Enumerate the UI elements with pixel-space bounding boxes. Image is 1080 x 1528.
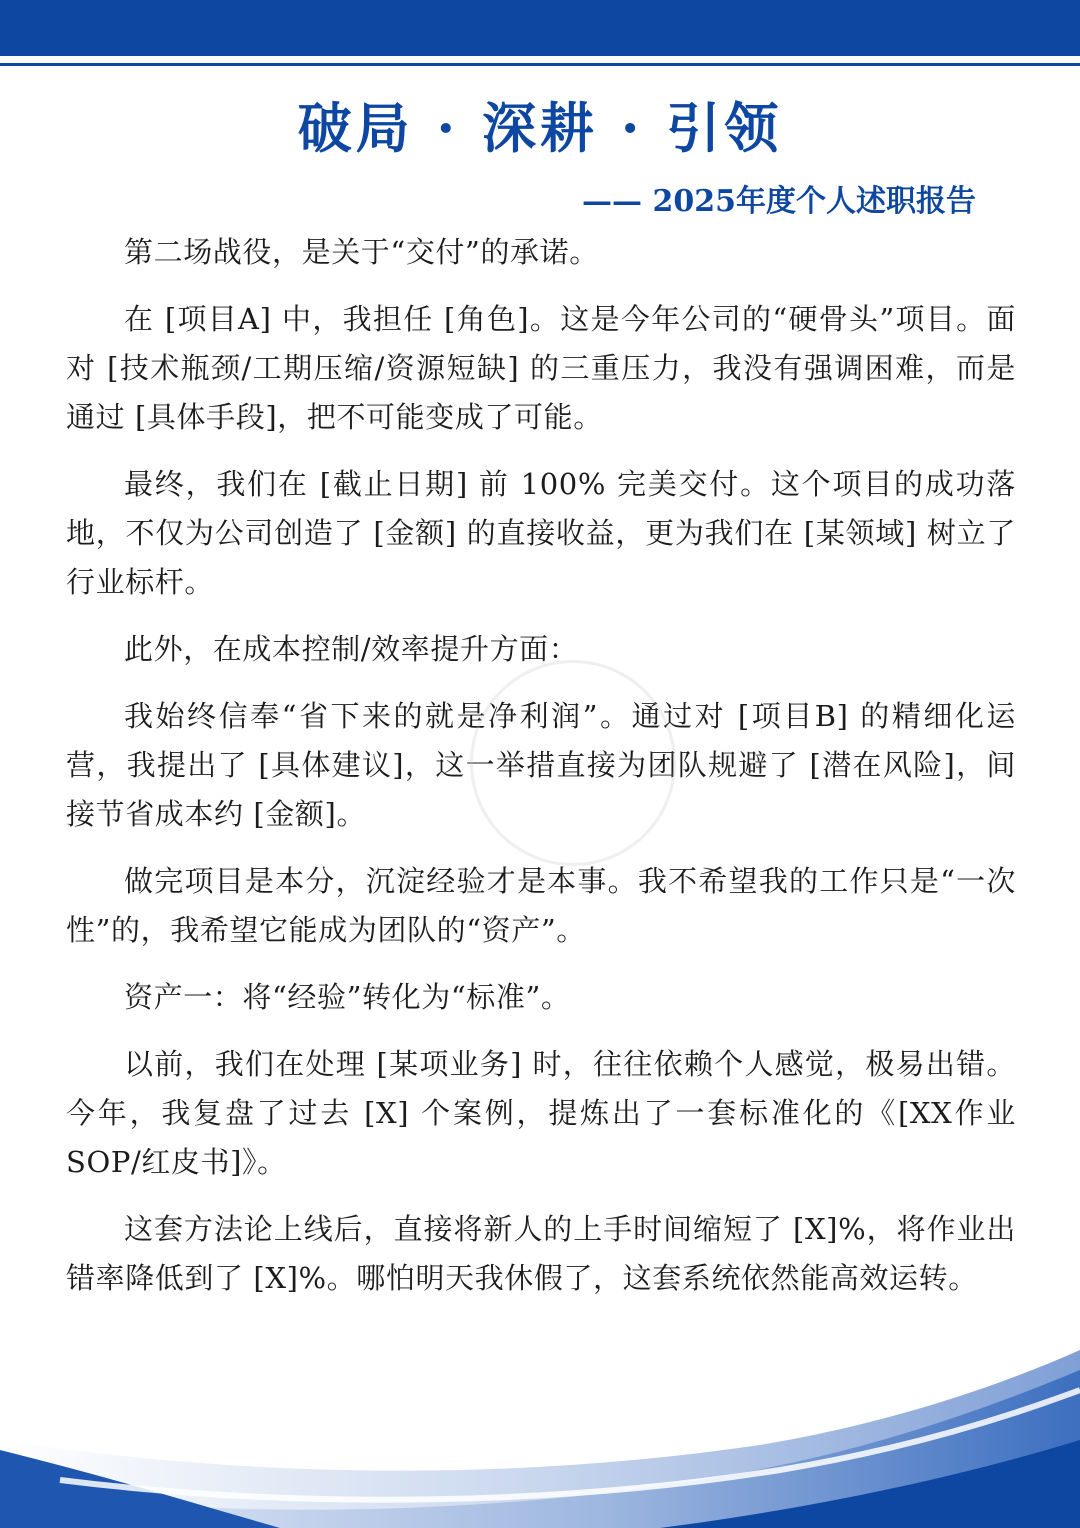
paragraph: 我始终信奉“省下来的就是净利润”。通过对 [项目B] 的精细化运营，我提出了 [具体建议]，这一举措直接为团队规避了 [潜在风险]，间接节省成本约 [金额]。 — [66, 699, 1016, 831]
paragraph: 第二场战役，是关于“交付”的承诺。 — [124, 235, 599, 269]
paragraph: 做完项目是本分，沉淀经验才是本事。我不希望我的工作只是“一次性”的，我希望它能成为团队的“资产”。 — [66, 864, 1016, 947]
paragraph: 以前，我们在处理 [某项业务] 时，往往依赖个人感觉，极易出错。今年，我复盘了过去 [X] 个案例，提炼出了一套标准化的《[XX作业SOP/红皮书]》。 — [66, 1047, 1016, 1179]
page-subtitle: —— 2025年度个人述职报告 — [582, 184, 976, 219]
paragraph: 在 [项目A] 中，我担任 [角色]。这是今年公司的“硬骨头”项目。面对 [技术瓶颈/工期压缩/资源短缺] 的三重压力，我没有强调困难，而是通过 [具体手段]，把不可能变成了可能。 — [66, 302, 1016, 434]
footer-wave-decoration — [0, 1330, 1080, 1528]
page-title: 破局 · 深耕 · 引领 — [297, 96, 783, 160]
paragraph: 最终，我们在 [截止日期] 前 100% 完美交付。这个项目的成功落地，不仅为公司创造了 [金额] 的直接收益，更为我们在 [某领域] 树立了行业标杆。 — [66, 467, 1016, 599]
report-body — [66, 228, 1016, 1321]
paragraph: 此外，在成本控制/效率提升方面： — [124, 632, 579, 666]
header-band — [0, 0, 1080, 56]
header-rule — [0, 63, 1080, 66]
paragraph: 资产一：将“经验”转化为“标准”。 — [124, 980, 571, 1014]
paragraph: 这套方法论上线后，直接将新人的上手时间缩短了 [X]%，将作业出错率降低到了 [X]%。哪怕明天我休假了，这套系统依然能高效运转。 — [66, 1212, 1016, 1295]
